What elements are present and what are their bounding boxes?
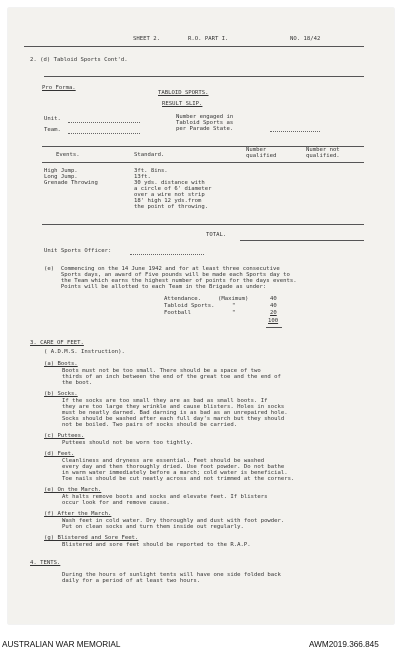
points-label-tabloid: Tabloid Sports. [164, 303, 215, 309]
event-long-jump: Long Jump. [44, 174, 78, 180]
sports-officer-label: Unit Sports Officer: [44, 248, 112, 254]
points-label-attendance: Attendance. [164, 296, 202, 302]
para-e-line-1: (e) Commencing on the 14 June 1942 and for at least three consecutive [44, 266, 280, 272]
para-e-line-3: the Team which earns the highest number of points for the days events. [44, 278, 297, 284]
total-label: TOTAL. [206, 232, 227, 238]
sports-officer-blank [130, 254, 204, 255]
standard-7: the point of throwing. [134, 204, 209, 210]
points-note-attendance: (Maximum) [218, 296, 249, 302]
item-g-label: (g) Blistered and Sore Feet. [44, 535, 139, 541]
points-value-tabloid: 40 [270, 303, 277, 309]
form-top-rule [44, 76, 364, 77]
section-3-sub: ( A.D.M.S. Instruction). [44, 349, 125, 355]
total-rule [240, 240, 364, 241]
points-value-football: 20 [270, 310, 277, 316]
points-label-football: Football [164, 310, 191, 316]
para-e-line-4: Points will be allotted to each Team in the Brigade as under: [44, 284, 267, 290]
standard-3: 30 yds. distance with [134, 180, 205, 186]
standard-1: 3ft. 8ins. [134, 168, 168, 174]
points-value-attendance: 40 [270, 296, 277, 302]
standard-6: 18' high 12 yds.from [134, 198, 202, 204]
team-blank [68, 133, 140, 134]
col-not-qualified-1: Number not [306, 147, 340, 153]
para-e-line-2: Sports days, an award of Five pounds will be made each Sports day to [44, 272, 290, 278]
item-a-line-3: the boot. [62, 380, 93, 386]
section-4-line-2: daily for a period of at least two hours. [62, 578, 201, 584]
item-e-line-2: occur look for and remove cause. [62, 500, 170, 506]
order-part: R.O. PART I. [188, 36, 229, 42]
section-4-title: 4. TENTS. [30, 560, 61, 566]
item-b-line-3: must be neatly darned. Bad darning is as bad as an unrepaired hole. [62, 410, 288, 416]
item-b-line-4: Socks should be washed after each full day's march but they should [62, 416, 285, 422]
item-c-line-1: Puttees should not be worn too tightly. [62, 440, 194, 446]
col-events: Events. [56, 152, 80, 158]
item-d-line-3: in warm water immediately before a march; cold water is beneficial. [62, 470, 288, 476]
points-note-football: " [232, 310, 236, 316]
item-f-line-2: Put on clean socks and turn them inside out regularly. [62, 524, 244, 530]
item-b-label: (b) Socks. [44, 391, 78, 397]
col-qualified-2: qualified [246, 153, 277, 159]
item-a-line-1: Boots must not be too small. There should be a space of two [62, 368, 261, 374]
item-d-line-1: Cleanliness and dryness are essential. Feet should be washed [62, 458, 265, 464]
team-label: Team. [44, 127, 61, 133]
number-engaged-2: Tabloid Sports as [176, 120, 234, 126]
form-title: TABLOID SPORTS. [158, 90, 209, 96]
item-a-line-2: thirds of an inch between the end of the great toe and the end of [62, 374, 281, 380]
points-total-double-rule [266, 327, 282, 328]
standard-4: a circle of 6' diameter [134, 186, 212, 192]
pro-forma-label: Pro Forma. [42, 85, 76, 91]
unit-label: Unit. [44, 116, 61, 122]
item-g-line-1: Blistered and sore feet should be reported to the R.A.P. [62, 542, 251, 548]
order-number: NO. 18/42 [290, 36, 321, 42]
item-b-line-2: they are too large they wrinkle and cause blisters. Holes in socks [62, 404, 285, 410]
standard-2: 13ft. [134, 174, 151, 180]
form-subtitle: RESULT SLIP. [162, 101, 203, 107]
number-engaged-blank [270, 131, 320, 132]
col-qualified-1: Number [246, 147, 267, 153]
item-e-line-1: At halts remove boots and socks and elevate feet. If blisters [62, 494, 268, 500]
unit-blank [68, 122, 140, 123]
archive-name: AUSTRALIAN WAR MEMORIAL [2, 640, 121, 649]
section-3-title: 3. CARE OF FEET. [30, 340, 84, 346]
archive-footer [0, 640, 402, 653]
archive-reference: AWM2019.366.845 [309, 640, 379, 649]
item-f-label: (f) After the March. [44, 511, 112, 517]
item-e-label: (e) On the March. [44, 487, 102, 493]
event-grenade: Grenade Throwing [44, 180, 98, 186]
points-note-tabloid: " [232, 303, 236, 309]
item-d-line-4: Toe nails should be cut neatly across and not trimmed at the corners. [62, 476, 295, 482]
section-2-title: 2. (d) Tabloid Sports Cont'd. [30, 57, 128, 63]
item-c-label: (c) Puttees. [44, 433, 85, 439]
item-d-line-2: every day and then thoroughly dried. Use foot powder. Do not bathe [62, 464, 285, 470]
section-4-line-1: During the hours of sunlight tents will have one side folded back [62, 572, 281, 578]
header-rule [24, 46, 364, 47]
table-bottom-rule [42, 224, 364, 225]
item-a-label: (a) Boots. [44, 361, 78, 367]
points-total: 100 [268, 318, 279, 324]
number-engaged-3: per Parade State. [176, 126, 234, 132]
item-d-label: (d) Feet. [44, 451, 75, 457]
item-b-line-5: not be boiled. Two pairs of socks should be carried. [62, 422, 238, 428]
col-not-qualified-2: qualified. [306, 153, 340, 159]
item-b-line-1: If the socks are too small they are as bad as small boots. If [62, 398, 268, 404]
event-high-jump: High Jump. [44, 168, 78, 174]
standard-5: over a wire not strip [134, 192, 205, 198]
table-header-rule [42, 162, 364, 163]
col-standard: Standard. [134, 152, 165, 158]
number-engaged-1: Number engaged in [176, 114, 234, 120]
item-f-line-1: Wash feet in cold water. Dry thoroughly and dust with foot powder. [62, 518, 285, 524]
sheet-number: SHEET 2. [133, 36, 160, 42]
